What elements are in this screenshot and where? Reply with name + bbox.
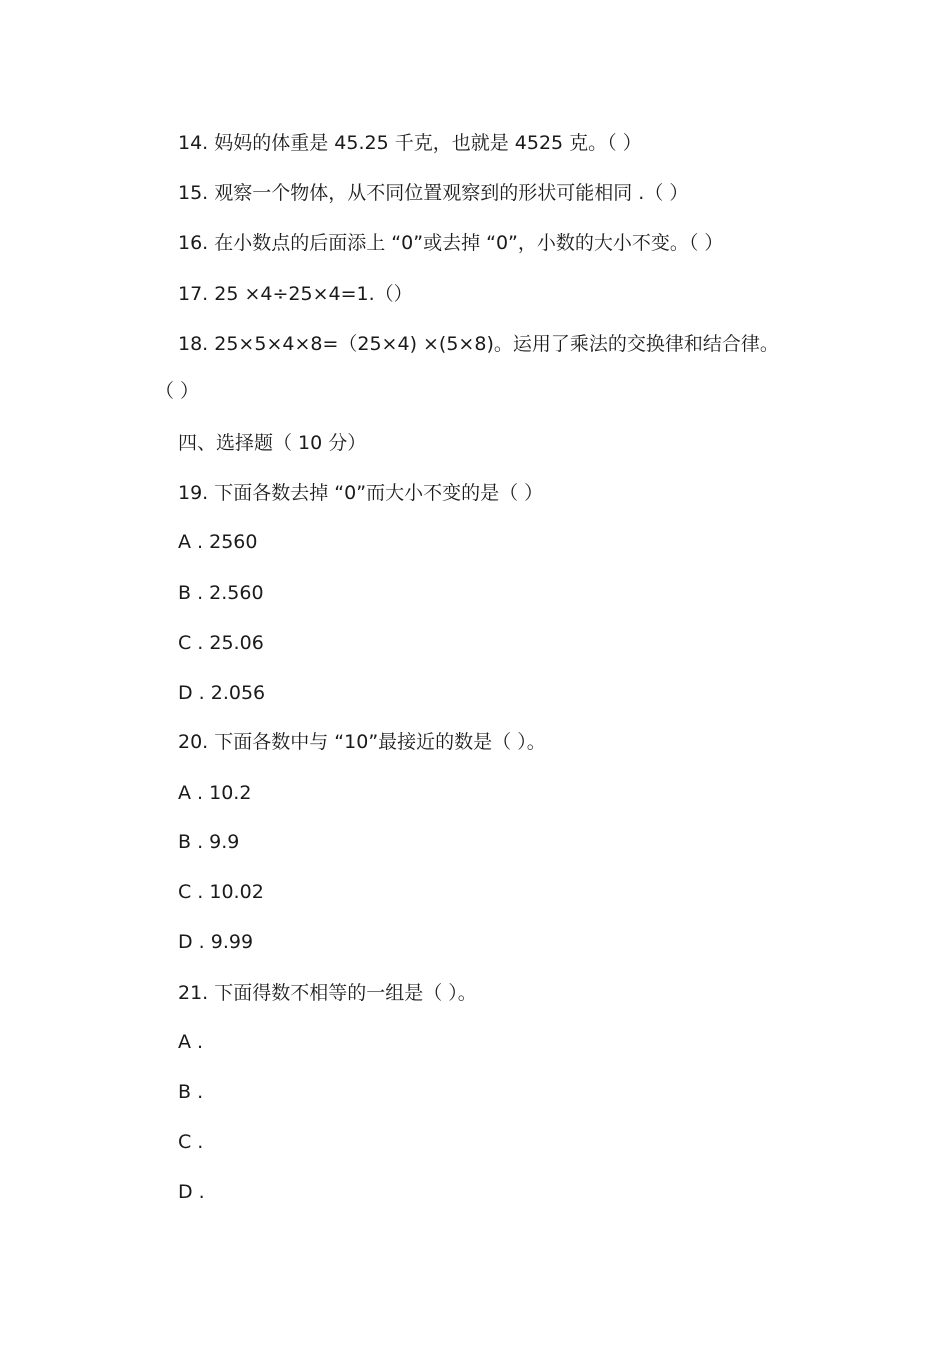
question-17: 17. 25 ×4÷25×4=1.（） — [178, 283, 413, 305]
question-20: 20. 下面各数中与 “10”最接近的数是（ ）。 — [178, 731, 546, 753]
question-15: 15. 观察一个物体，从不同位置观察到的形状可能相同 .（ ） — [178, 182, 689, 204]
question-19: 19. 下面各数去掉 “0”而大小不变的是（ ） — [178, 482, 544, 504]
question-18: 18. 25×5×4×8=（25×4) ×(5×8)。运用了乘法的交换律和结合律。 — [178, 333, 779, 355]
question-20-option-a: A . 10.2 — [178, 782, 252, 804]
question-18-answer-bracket: （ ） — [155, 380, 200, 402]
question-21-option-b: B . — [178, 1081, 204, 1103]
question-16: 16. 在小数点的后面添上 “0”或去掉 “0”，小数的大小不变。（ ） — [178, 232, 724, 254]
question-20-option-b: B . 9.9 — [178, 831, 240, 853]
question-20-option-c: C . 10.02 — [178, 881, 264, 903]
section-heading-choice: 四、选择题（ 10 分） — [178, 432, 367, 454]
question-19-option-d: D . 2.056 — [178, 682, 266, 704]
question-21-option-d: D . — [178, 1181, 205, 1203]
question-19-option-a: A . 2560 — [178, 531, 258, 553]
question-21: 21. 下面得数不相等的一组是（ ）。 — [178, 982, 477, 1004]
question-14: 14. 妈妈的体重是 45.25 千克，也就是 4525 克。（ ） — [178, 132, 642, 154]
question-19-option-c: C . 25.06 — [178, 632, 264, 654]
question-20-option-d: D . 9.99 — [178, 931, 254, 953]
question-21-option-c: C . — [178, 1131, 204, 1153]
question-21-option-a: A . — [178, 1031, 204, 1053]
question-19-option-b: B . 2.560 — [178, 582, 264, 604]
